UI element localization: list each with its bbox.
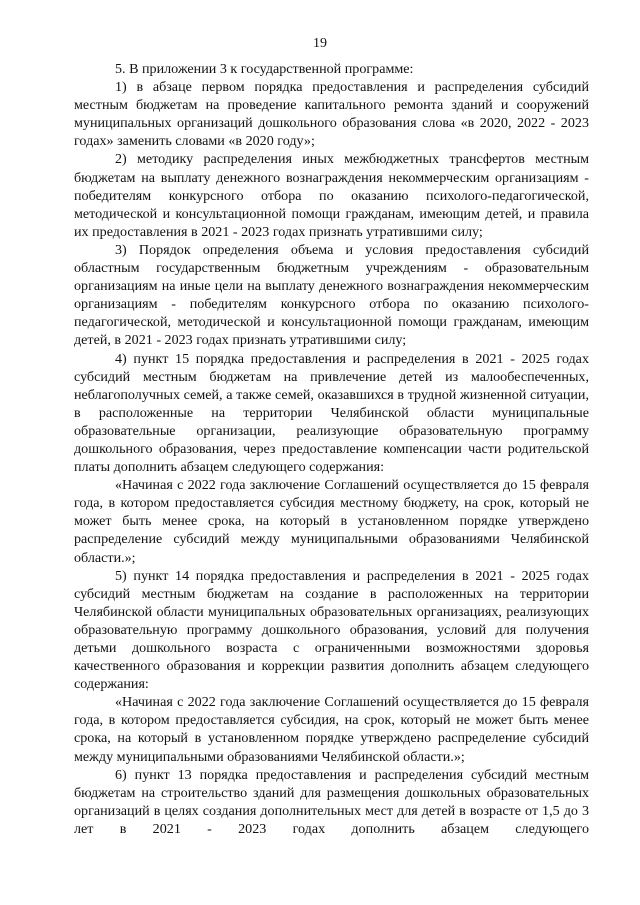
- document-body: [74, 60, 589, 838]
- paragraph-item-1: 1) в абзаце первом порядка предоставления и распределения субсидий местным бюджетам на проведение капитального ремонта зданий и сооружений муниципальных организаций дошкольного образования слова «в 2020, 2022 - 2023 годах» заменить словами «в 2020 году»;: [74, 79, 589, 150]
- section-heading-paragraph: 5. В приложении 3 к государственной программе:: [115, 61, 414, 77]
- paragraph-item-6: 6) пункт 13 порядка предоставления и распределения субсидий местным бюджетам на строительство зданий для размещения дошкольных образовательных организаций в целях создания дополнительных мест для детей в возрасте от 1,5 до 3 лет в 2021 - 2023 годах дополнить абзацем следующего: [74, 766, 589, 837]
- paragraph-item-5: 5) пункт 14 порядка предоставления и распределения в 2021 - 2025 годах субсидий местным бюджетам на создание в расположенных на территории Челябинской области муниципальных образовательных организациях, реализующих образовательную программу дошкольного образования, условий для получения детьми дошкольного возраста с ограниченными возможностями здоровья качественного образования и коррекции развития дополнить абзацем следующего содержания:: [74, 567, 589, 693]
- quoted-amendment-1: «Начиная с 2022 года заключение Соглашений осуществляется до 15 февраля года, в котором предоставляется субсидия местному бюджету, на срок, который не может быть менее срока, на который в установленном порядке утверждено распределение субсидий между муниципальными образованиями Челябинской области.»;: [74, 477, 589, 566]
- paragraph-item-3: 3) Порядок определения объема и условия предоставления субсидий областным государственным бюджетным учреждениям - образовательным организациям на иные цели на выплату денежного вознаграждения некоммерческим организациям - победителям конкурсного отбора по оказанию психолого-педагогической, методической и консультационной помощи гражданам, имеющим детей, в 2021 - 2023 годах признать утратившими силу;: [74, 241, 589, 349]
- page-bottom-edge: [0, 891, 640, 905]
- page-number: 19: [313, 36, 327, 51]
- quoted-amendment-2: «Начиная с 2022 года заключение Соглашений осуществляется до 15 февраля года, в котором предоставляется субсидия, на срок, который не может быть менее срока, на который в установленном порядке утверждено распределение субсидий между муниципальными образованиями Челябинской области.»;: [74, 694, 589, 765]
- paragraph-item-4: 4) пункт 15 порядка предоставления и распределения в 2021 - 2025 годах субсидий местным бюджетам на привлечение детей из малообеспеченных, неблагополучных семей, а также семей, оказавшихся в трудной жизненной ситуации, в расположенные на территории Челябинской области муниципальные образовательные организации, реализующие образовательную программу дошкольного образования, через предоставление компенсации части родительской платы дополнить абзацем следующего содержания:: [74, 350, 589, 476]
- paragraph-item-2: 2) методику распределения иных межбюджетных трансфертов местным бюджетам на выплату денежного вознаграждения некоммерческим организациям - победителям конкурсного отбора по оказанию психолого-педагогической, методической и консультационной помощи гражданам, имеющим детей, и правила их предоставления в 2021 - 2023 годах признать утратившими силу;: [74, 151, 589, 240]
